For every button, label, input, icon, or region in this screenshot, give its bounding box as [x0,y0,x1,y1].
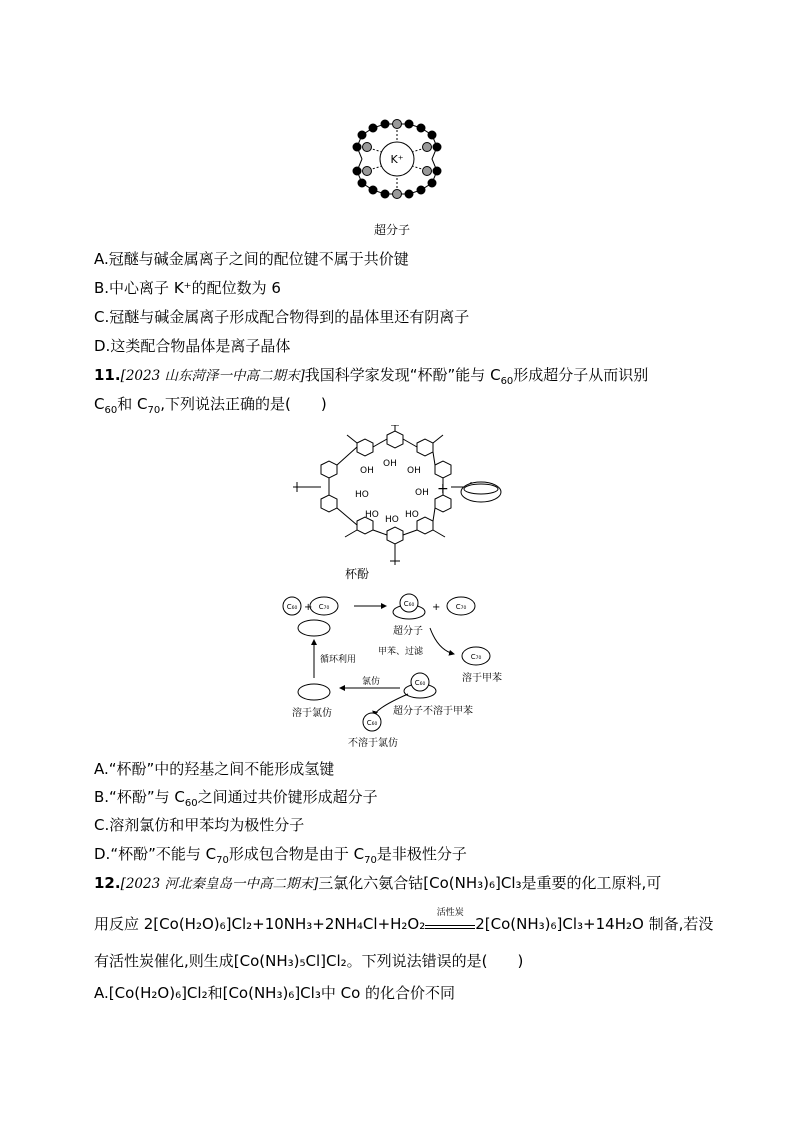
reaction-equals-sign: 活性炭 [425,915,475,929]
q12-stem-line3: 有活性炭催化,则生成[Co(NH₃)₅Cl]Cl₂。下列说法错误的是( ) [94,952,524,970]
ho-label: HO [405,510,419,520]
ho-label: HO [385,515,399,525]
q11-option-d: D.“杯酚”不能与 $C_{70}$形成包合物是由于 $C_{70}$是非极性分子 [94,845,467,866]
svg-text:溶于甲苯: 溶于甲苯 [462,673,502,684]
ho-label: HO [355,490,369,500]
q10-option-a: A.冠醚与碱金属离子之间的配位键不属于共价键 [94,250,409,268]
svg-text:溶于氯仿: 溶于氯仿 [292,708,332,719]
k-ion-label: K⁺ [390,153,404,166]
svg-text:+: + [432,602,441,613]
svg-text:C₆₀: C₆₀ [414,679,426,687]
q10-option-c: C.冠醚与碱金属离子形成配合物得到的晶体里还有阴离子 [94,308,470,326]
svg-text:+: + [304,602,313,613]
q10-option-b: B.中心离子 K⁺的配位数为 6 [94,279,281,297]
svg-text:循环利用: 循环利用 [320,655,357,665]
question-source: [2023 山东菏泽一中高二期末] [120,368,305,384]
svg-text:超分子不溶于甲苯: 超分子不溶于甲苯 [393,706,473,717]
q10-option-d: D.这类配合物晶体是离子晶体 [94,337,291,355]
q11-stem-line2: $C_{60}$和 $C_{70}$,下列说法正确的是( ) [94,395,327,416]
q12-stem-line1: 12.[2023 河北秦皇岛一中高二期末]三氯化六氨合钴[Co(NH₃)₆]Cl₃是重要的化工原料,可 [94,874,662,892]
calixarene-caption: 杯酚 [345,567,370,581]
svg-text:C₇₀: C₇₀ [470,653,482,661]
svg-text:甲苯、过滤: 甲苯、过滤 [378,647,424,657]
svg-text:不溶于氯仿: 不溶于氯仿 [348,738,398,749]
svg-text:C₇₀: C₇₀ [455,603,467,611]
oh-label: OH [383,459,397,469]
svg-text:C₇₀: C₇₀ [318,603,330,611]
oh-label: OH [407,466,421,476]
svg-text:C₆₀: C₆₀ [403,600,415,608]
plus-sign: + [437,481,449,497]
q11-option-a: A.“杯酚”中的羟基之间不能形成氢键 [94,760,335,778]
oh-label: OH [415,488,429,498]
svg-text:氯仿: 氯仿 [362,677,381,687]
svg-text:C₆₀: C₆₀ [286,603,298,611]
oh-label: OH [360,466,374,476]
question-number: 11. [94,366,121,384]
svg-text:超分子: 超分子 [393,626,423,637]
q11-option-c: C.溶剂氯仿和甲苯均为极性分子 [94,816,305,834]
svg-text:C₆₀: C₆₀ [366,719,378,727]
q12-stem-line2: 用反应 2[Co(H₂O)₆]Cl₂+10NH₃+2NH₄Cl+H₂O₂ 活性炭 2[Co(NH₃)₆]Cl₃+14H₂O 制备,若没 [94,908,714,933]
calixarene-bowl-icon [459,480,503,504]
q11-option-b: B.“杯酚”与 $C_{60}$之间通过共价键形成超分子 [94,788,378,809]
separation-flow-diagram [278,590,518,750]
calixarene-bowl-icon [298,620,330,636]
question-source: [2023 河北秦皇岛一中高二期末] [120,876,319,892]
question-number: 12. [94,874,121,892]
figure-caption-supermolecule: 超分子 [374,223,411,237]
ho-label: HO [365,510,379,520]
q11-stem-line1: 11.[2023 山东菏泽一中高二期末]我国科学家发现“杯酚”能与 $C_{60}$形成超分子从而识别 [94,366,649,387]
q12-option-a: A.[Co(H₂O)₆]Cl₂和[Co(NH₃)₆]Cl₃中 Co 的化合价不同 [94,984,456,1002]
calixarene-bowl-icon [298,684,330,700]
crown-ether-figure [345,118,449,200]
